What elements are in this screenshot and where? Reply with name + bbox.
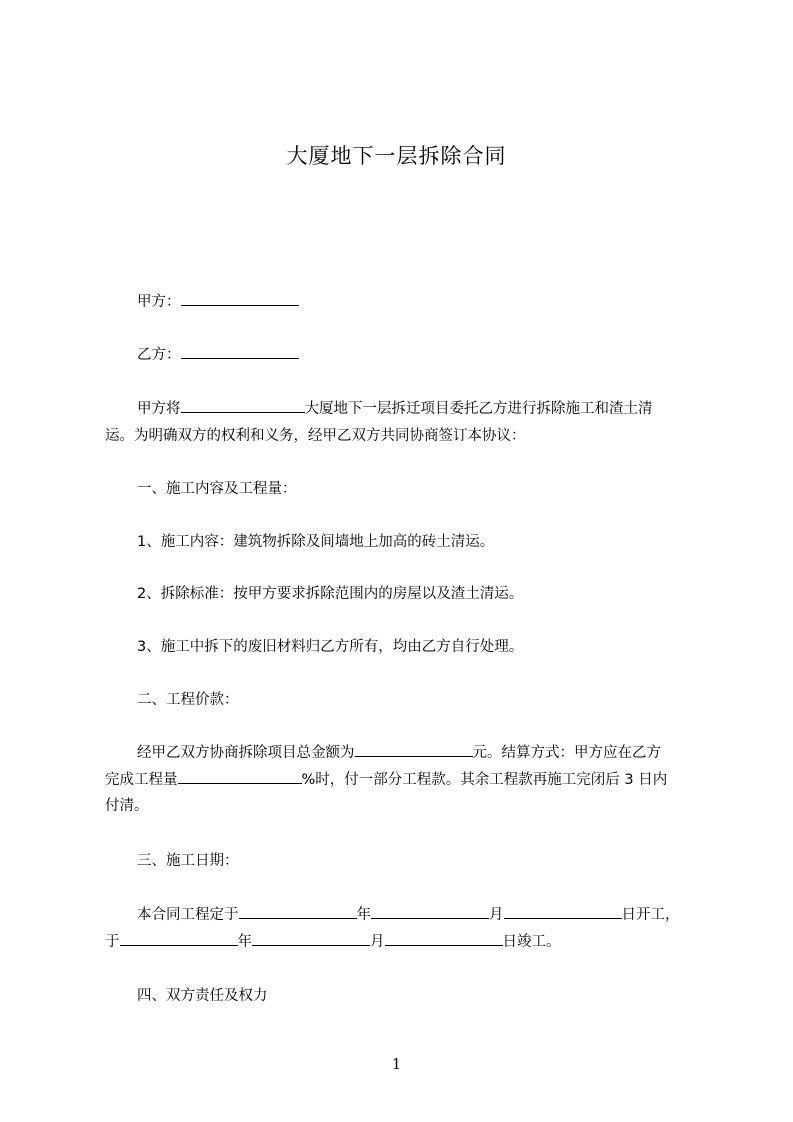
intro-text-1: 甲方将 bbox=[137, 401, 181, 417]
section3-text-2: 于 bbox=[105, 934, 120, 950]
start-month-label: 月 bbox=[489, 907, 504, 923]
start-month-blank bbox=[371, 904, 489, 919]
percentage-blank bbox=[178, 769, 302, 784]
section1-item3: 3、施工中拆下的废旧材料归乙方所有，均由乙方自行处理。 bbox=[137, 639, 524, 655]
party-b-blank bbox=[181, 344, 299, 359]
section2-text-3: 完成工程量 bbox=[105, 772, 178, 788]
page-number: 1 bbox=[391, 1055, 402, 1073]
section1-item2: 2、拆除标准：按甲方要求拆除范围内的房屋以及渣土清运。 bbox=[137, 586, 524, 602]
section2-heading: 二、工程价款： bbox=[137, 692, 239, 708]
section2-text-4: %时，付一部分工程款。其余工程款再施工完闭后 3 日内 bbox=[301, 772, 668, 788]
end-month-blank bbox=[252, 931, 370, 946]
intro-line-2: 运。为明确双方的权利和义务，经甲乙双方共同协商签订本协议： bbox=[105, 428, 526, 444]
party-a-blank bbox=[181, 291, 299, 306]
document-title: 大厦地下一层拆除合同 bbox=[286, 144, 507, 168]
start-year-blank bbox=[239, 904, 357, 919]
section3-text-1: 本合同工程定于 bbox=[137, 907, 239, 923]
intro-line-1 bbox=[105, 396, 737, 422]
section3-line-1 bbox=[105, 902, 737, 928]
section1-heading: 一、施工内容及工程量： bbox=[137, 481, 297, 497]
party-b-label: 乙方： bbox=[137, 347, 181, 363]
section2-text-1: 经甲乙双方协商拆除项目总金额为 bbox=[137, 745, 355, 761]
intro-text-2: 大厦地下一层拆迁项目委托乙方进行拆除施工和渣土清 bbox=[304, 401, 653, 417]
project-name-blank bbox=[181, 398, 305, 413]
section1-item1: 1、施工内容：建筑物拆除及间墙地上加高的砖土清运。 bbox=[137, 534, 495, 550]
section2-line-2 bbox=[105, 767, 705, 793]
start-day-label: 日开工， bbox=[621, 907, 680, 923]
party-a-line bbox=[105, 289, 737, 315]
end-month-label: 月 bbox=[370, 934, 385, 950]
end-year-blank bbox=[120, 931, 238, 946]
section2-line-3: 付清。 bbox=[105, 798, 149, 814]
end-day-blank bbox=[385, 931, 503, 946]
section2-text-2: 元。结算方式：甲方应在乙方 bbox=[472, 745, 661, 761]
section3-line-2 bbox=[105, 929, 705, 955]
start-day-blank bbox=[504, 904, 622, 919]
party-b-line bbox=[105, 342, 737, 368]
end-year-label: 年 bbox=[237, 934, 252, 950]
section4-heading: 四、双方责任及权力 bbox=[137, 988, 268, 1004]
total-amount-blank bbox=[355, 742, 473, 757]
end-day-label: 日竣工。 bbox=[502, 934, 561, 950]
party-a-label: 甲方： bbox=[137, 294, 181, 310]
section3-heading: 三、施工日期： bbox=[137, 853, 239, 869]
start-year-label: 年 bbox=[356, 907, 371, 923]
section2-line-1 bbox=[105, 740, 737, 766]
